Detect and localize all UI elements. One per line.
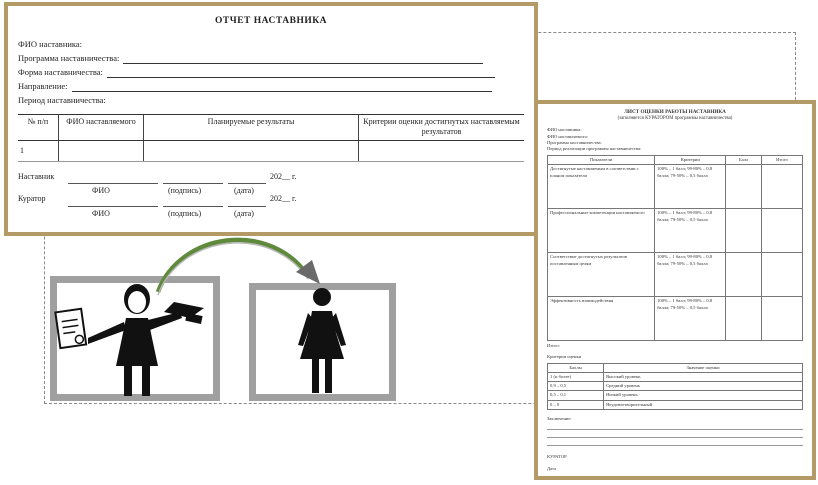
report-field-mentor [18,36,524,50]
table-row: 1 (и более) Высокий уровень [548,372,803,381]
report-field-label: Программа наставничества: [18,53,120,64]
sheet-field: ФИО наставника: [547,127,582,133]
report-field-label: ФИО наставника: [18,39,83,50]
mentor-signature-label: Наставник [18,172,55,181]
report-field-program [18,50,524,64]
sheet-conclusion-label: Заключение: [547,415,572,421]
sheet-col-criteria: Критерии [655,156,726,165]
report-field-direction [18,78,524,92]
table-cell: Эффективность взаимодействия [548,297,655,341]
table-row: 0,5 – 0,1 Низкий уровень [548,391,803,400]
sheet-scale-title: Критерии оценки [547,353,582,359]
report-field-label: Период наставничества: [18,95,106,106]
report-table [18,114,524,162]
sheet-scale-table [547,363,803,410]
scale-col-points: Баллы [548,363,604,372]
sheet-total-label: Итого: [547,343,560,349]
sheet-col-total: Итого [761,156,802,165]
table-cell [59,140,144,161]
table-row [548,209,803,253]
table-row: 0 – 0 Неудовлетворительный [548,400,803,409]
table-cell [359,140,525,161]
sheet-subtitle: (заполняется КУРАТОРОМ программы наставничества) [617,116,733,122]
report-field-period [18,92,524,106]
table-cell [144,140,359,161]
signature-caption-sign: (подпись) [168,186,202,195]
signature-caption-name: ФИО [92,186,110,195]
table-cell: Соответствие достигнутых результатов поставленным целям [548,253,655,297]
signature-caption-sign: (подпись) [168,209,202,218]
mentor-evaluation-sheet [534,100,816,480]
curator-year-label: 202__ г. [270,194,297,203]
table-row [18,140,524,161]
report-field-label: Направление: [18,81,68,92]
report-col-criteria: Критерии оценки достигнутых наставляемым результатов [359,114,525,140]
mentee-woman-icon [250,283,396,399]
report-field-line [123,54,483,64]
sheet-title: ЛИСТ ОЦЕНКИ РАБОТЫ НАСТАВНИКА [624,109,726,115]
table-cell-number: 1 [18,140,59,161]
report-col-mentee: ФИО наставляемого [59,114,144,140]
graduate-mentor-icon [52,278,222,403]
sheet-line [547,432,803,438]
report-col-number: № п/п [18,114,59,140]
report-col-planned-results: Планируемые результаты [144,114,359,140]
mentor-report-document [4,2,538,236]
report-field-line [107,68,495,78]
report-field-line [72,82,492,92]
sheet-col-indicators: Показатели [548,156,655,165]
sheet-line [547,440,803,446]
table-row [548,297,803,341]
table-cell: 100% – 1 балл; 99-80% – 0,8 балла; 79-50% – 0,5 балла [655,297,726,341]
curator-signature-label: Куратор [18,194,46,203]
mentor-year-label: 202__ г. [270,172,297,181]
report-field-label: Форма наставничества: [18,67,103,78]
sheet-field: ФИО наставляемого: [547,133,589,139]
sheet-date-label: Дата [547,466,557,472]
table-cell: 100% – 1 балл; 99-80% – 0,8 балла; 79-50% – 0,5 балла [655,209,726,253]
sheet-field: Программа наставничества: [547,139,602,145]
table-row: 0,9 – 0,5 Средний уровень [548,382,803,391]
table-row [548,253,803,297]
sheet-line [547,424,803,430]
table-row [548,165,803,209]
table-cell: 100% – 1 балл; 99-80% – 0,8 балла; 79-50% – 0,5 балла [655,165,726,209]
sheet-curator-label: КУРАТОР [547,453,567,459]
sheet-col-score: Балл [726,156,761,165]
signature-caption-date: (дата) [234,186,254,195]
sheet-field: Период реализации программы наставничества: [547,146,642,152]
scale-col-meaning: Значение оценки [604,363,803,372]
report-title: ОТЧЕТ НАСТАВНИКА [215,16,327,26]
table-cell: 100% – 1 балл; 99-80% – 0,8 балла; 79-50% – 0,5 балла [655,253,726,297]
table-cell: Профессиональные компетенции наставляемого [548,209,655,253]
table-cell: Достигнутые наставляемым в соответствии с планом показатели [548,165,655,209]
sheet-criteria-table [547,155,803,341]
report-field-form [18,64,524,78]
signature-caption-name: ФИО [92,209,110,218]
signature-caption-date: (дата) [234,209,254,218]
